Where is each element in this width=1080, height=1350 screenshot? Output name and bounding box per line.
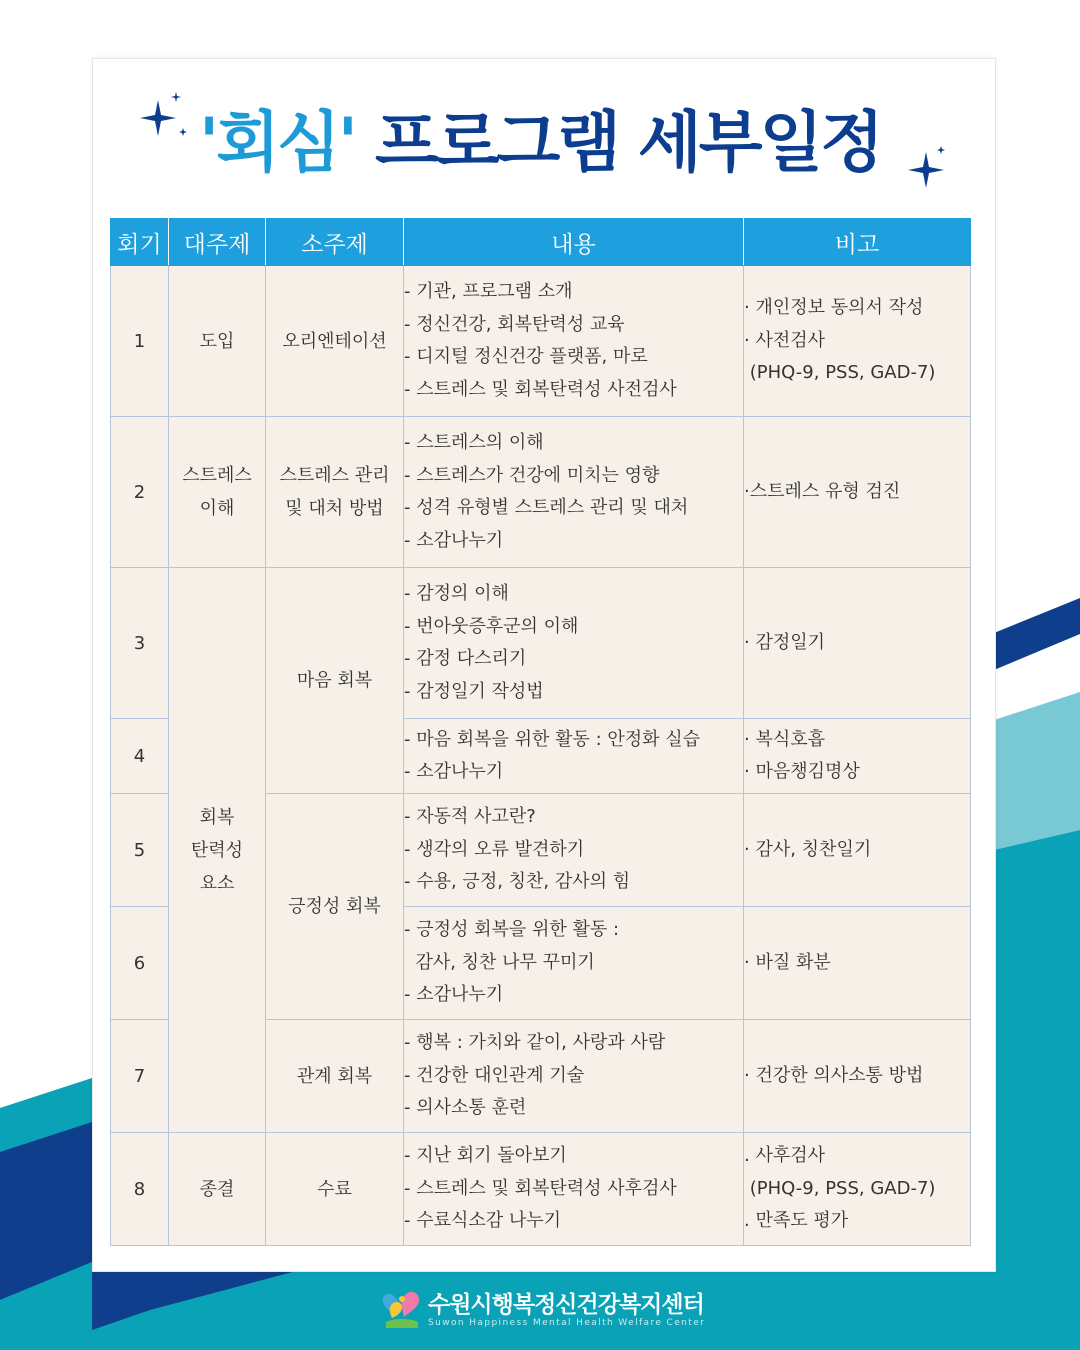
note-line: · 복식호흡	[744, 728, 825, 750]
header-main-topic: 대주제	[169, 219, 266, 266]
note-line: (PHQ-9, PSS, GAD-7)	[744, 1177, 936, 1199]
note-line: . 사후검사	[744, 1145, 825, 1167]
content-line: - 기관, 프로그램 소개	[404, 281, 573, 302]
sub-topic-cell	[266, 568, 404, 794]
content-line: - 건강한 대인관계 기술	[404, 1064, 585, 1086]
header-note: 비고	[744, 219, 971, 266]
note-cell	[744, 1133, 971, 1246]
note-cell	[744, 266, 971, 417]
session-number: 8	[111, 1133, 169, 1246]
content-line: - 자동적 사고란?	[404, 806, 536, 828]
content-line: - 마음 회복을 위한 활동 : 안정화 실습	[404, 728, 701, 750]
note-line: · 개인정보 동의서 작성	[744, 297, 924, 319]
content-line: - 소감나누기	[404, 529, 504, 551]
organization-logo	[380, 1284, 706, 1334]
table-row	[111, 568, 971, 719]
note-line: · 감정일기	[744, 631, 825, 653]
sub-topic-text: 오리엔테이션	[282, 330, 387, 352]
content-cell	[404, 266, 744, 417]
content-line: - 정신건강, 회복탄력성 교육	[404, 313, 625, 335]
session-number: 1	[111, 266, 169, 417]
content-line: - 소감나누기	[404, 761, 504, 782]
content-line: - 스트레스의 이해	[404, 432, 544, 453]
table-row	[111, 1133, 971, 1246]
main-topic-cell	[169, 1133, 266, 1246]
page-title	[0, 98, 1080, 188]
note-line: · 감사, 칭찬일기	[744, 838, 872, 860]
main-topic-cell	[169, 266, 266, 417]
sub-topic-text: 긍정성 회복	[288, 896, 381, 917]
sub-topic-cell	[266, 266, 404, 417]
title-accent: '회심'	[199, 104, 355, 181]
sub-topic-cell	[266, 1020, 404, 1133]
header-sub-topic: 소주제	[266, 219, 404, 266]
content-line: - 지난 회기 돌아보기	[404, 1145, 567, 1167]
session-number: 7	[111, 1020, 169, 1133]
sub-topic-cell	[266, 417, 404, 568]
note-line: ·스트레스 유형 검진	[744, 480, 901, 502]
content-line: - 감정의 이해	[404, 583, 509, 604]
sub-topic-text: 및 대처 방법	[285, 498, 384, 519]
content-line: - 스트레스 및 회복탄력성 사후검사	[404, 1177, 677, 1199]
sub-topic-text: 스트레스 관리	[279, 465, 390, 486]
organization-name: 수원시행복정신건강복지센터	[428, 1292, 704, 1318]
session-number: 6	[111, 907, 169, 1020]
table-row	[111, 266, 971, 417]
content-line: - 의사소통 훈련	[404, 1097, 527, 1119]
note-line: · 바질 화분	[744, 951, 831, 973]
table-row	[111, 417, 971, 568]
content-line: - 디지털 정신건강 플랫폼, 마로	[404, 346, 648, 367]
main-topic-text: 도입	[199, 330, 235, 352]
content-cell	[404, 417, 744, 568]
main-topic-cell	[169, 568, 266, 1133]
main-topic-cell	[169, 417, 266, 568]
main-topic-text: 회복	[199, 806, 235, 828]
content-line: - 생각의 오류 발견하기	[404, 838, 585, 860]
note-cell	[744, 719, 971, 794]
session-number: 2	[111, 417, 169, 568]
content-line: - 행복 : 가치와 같이, 사랑과 사람	[404, 1032, 666, 1054]
schedule-table	[110, 218, 971, 1246]
note-line: (PHQ-9, PSS, GAD-7)	[744, 362, 936, 384]
sub-topic-text: 관계 회복	[296, 1065, 373, 1087]
content-line: 감사, 칭찬 나무 꾸미기	[404, 951, 595, 973]
organization-name-en: Suwon Happiness Mental Health Welfare Center	[428, 1318, 706, 1328]
content-line: - 수용, 긍정, 칭찬, 감사의 힘	[404, 871, 631, 893]
header-content: 내용	[404, 219, 744, 266]
content-cell	[404, 907, 744, 1020]
content-line: - 긍정성 회복을 위한 활동 :	[404, 919, 620, 941]
session-number: 4	[111, 719, 169, 794]
sub-topic-cell	[266, 794, 404, 1020]
content-line: - 성격 유형별 스트레스 관리 및 대처	[404, 497, 689, 518]
content-line: - 스트레스 및 회복탄력성 사전검사	[404, 378, 677, 400]
sub-topic-text: 수료	[317, 1178, 352, 1200]
main-topic-text: 요소	[199, 872, 235, 894]
content-cell	[404, 1133, 744, 1246]
note-line: . 만족도 평가	[744, 1210, 849, 1232]
note-line: · 건강한 의사소통 방법	[744, 1064, 924, 1086]
note-cell	[744, 417, 971, 568]
note-cell	[744, 1020, 971, 1133]
session-number: 3	[111, 568, 169, 719]
main-topic-text: 종결	[199, 1178, 235, 1200]
content-line: - 소감나누기	[404, 984, 504, 1006]
note-cell	[744, 794, 971, 907]
sub-topic-text: 마음 회복	[296, 670, 373, 691]
heart-logo-icon	[380, 1288, 424, 1330]
content-line: - 감정 다스리기	[404, 648, 527, 669]
content-cell	[404, 719, 744, 794]
content-line: - 번아웃증후군의 이해	[404, 615, 579, 637]
note-line: · 사전검사	[744, 329, 825, 351]
note-cell	[744, 568, 971, 719]
content-cell	[404, 1020, 744, 1133]
content-line: - 감정일기 작성법	[404, 680, 544, 702]
note-cell	[744, 907, 971, 1020]
note-line: · 마음챙김명상	[744, 761, 860, 782]
content-cell	[404, 794, 744, 907]
title-main: 프로그램 세부일정	[374, 104, 881, 181]
table-header-row	[111, 219, 971, 266]
content-line: - 스트레스가 건강에 미치는 영향	[404, 464, 660, 486]
main-topic-text: 이해	[199, 498, 235, 519]
session-number: 5	[111, 794, 169, 907]
content-cell	[404, 568, 744, 719]
main-topic-text: 탄력성	[190, 839, 244, 861]
main-topic-text: 스트레스	[182, 465, 252, 486]
header-session: 회기	[111, 219, 169, 266]
content-line: - 수료식소감 나누기	[404, 1210, 562, 1232]
sub-topic-cell	[266, 1133, 404, 1246]
